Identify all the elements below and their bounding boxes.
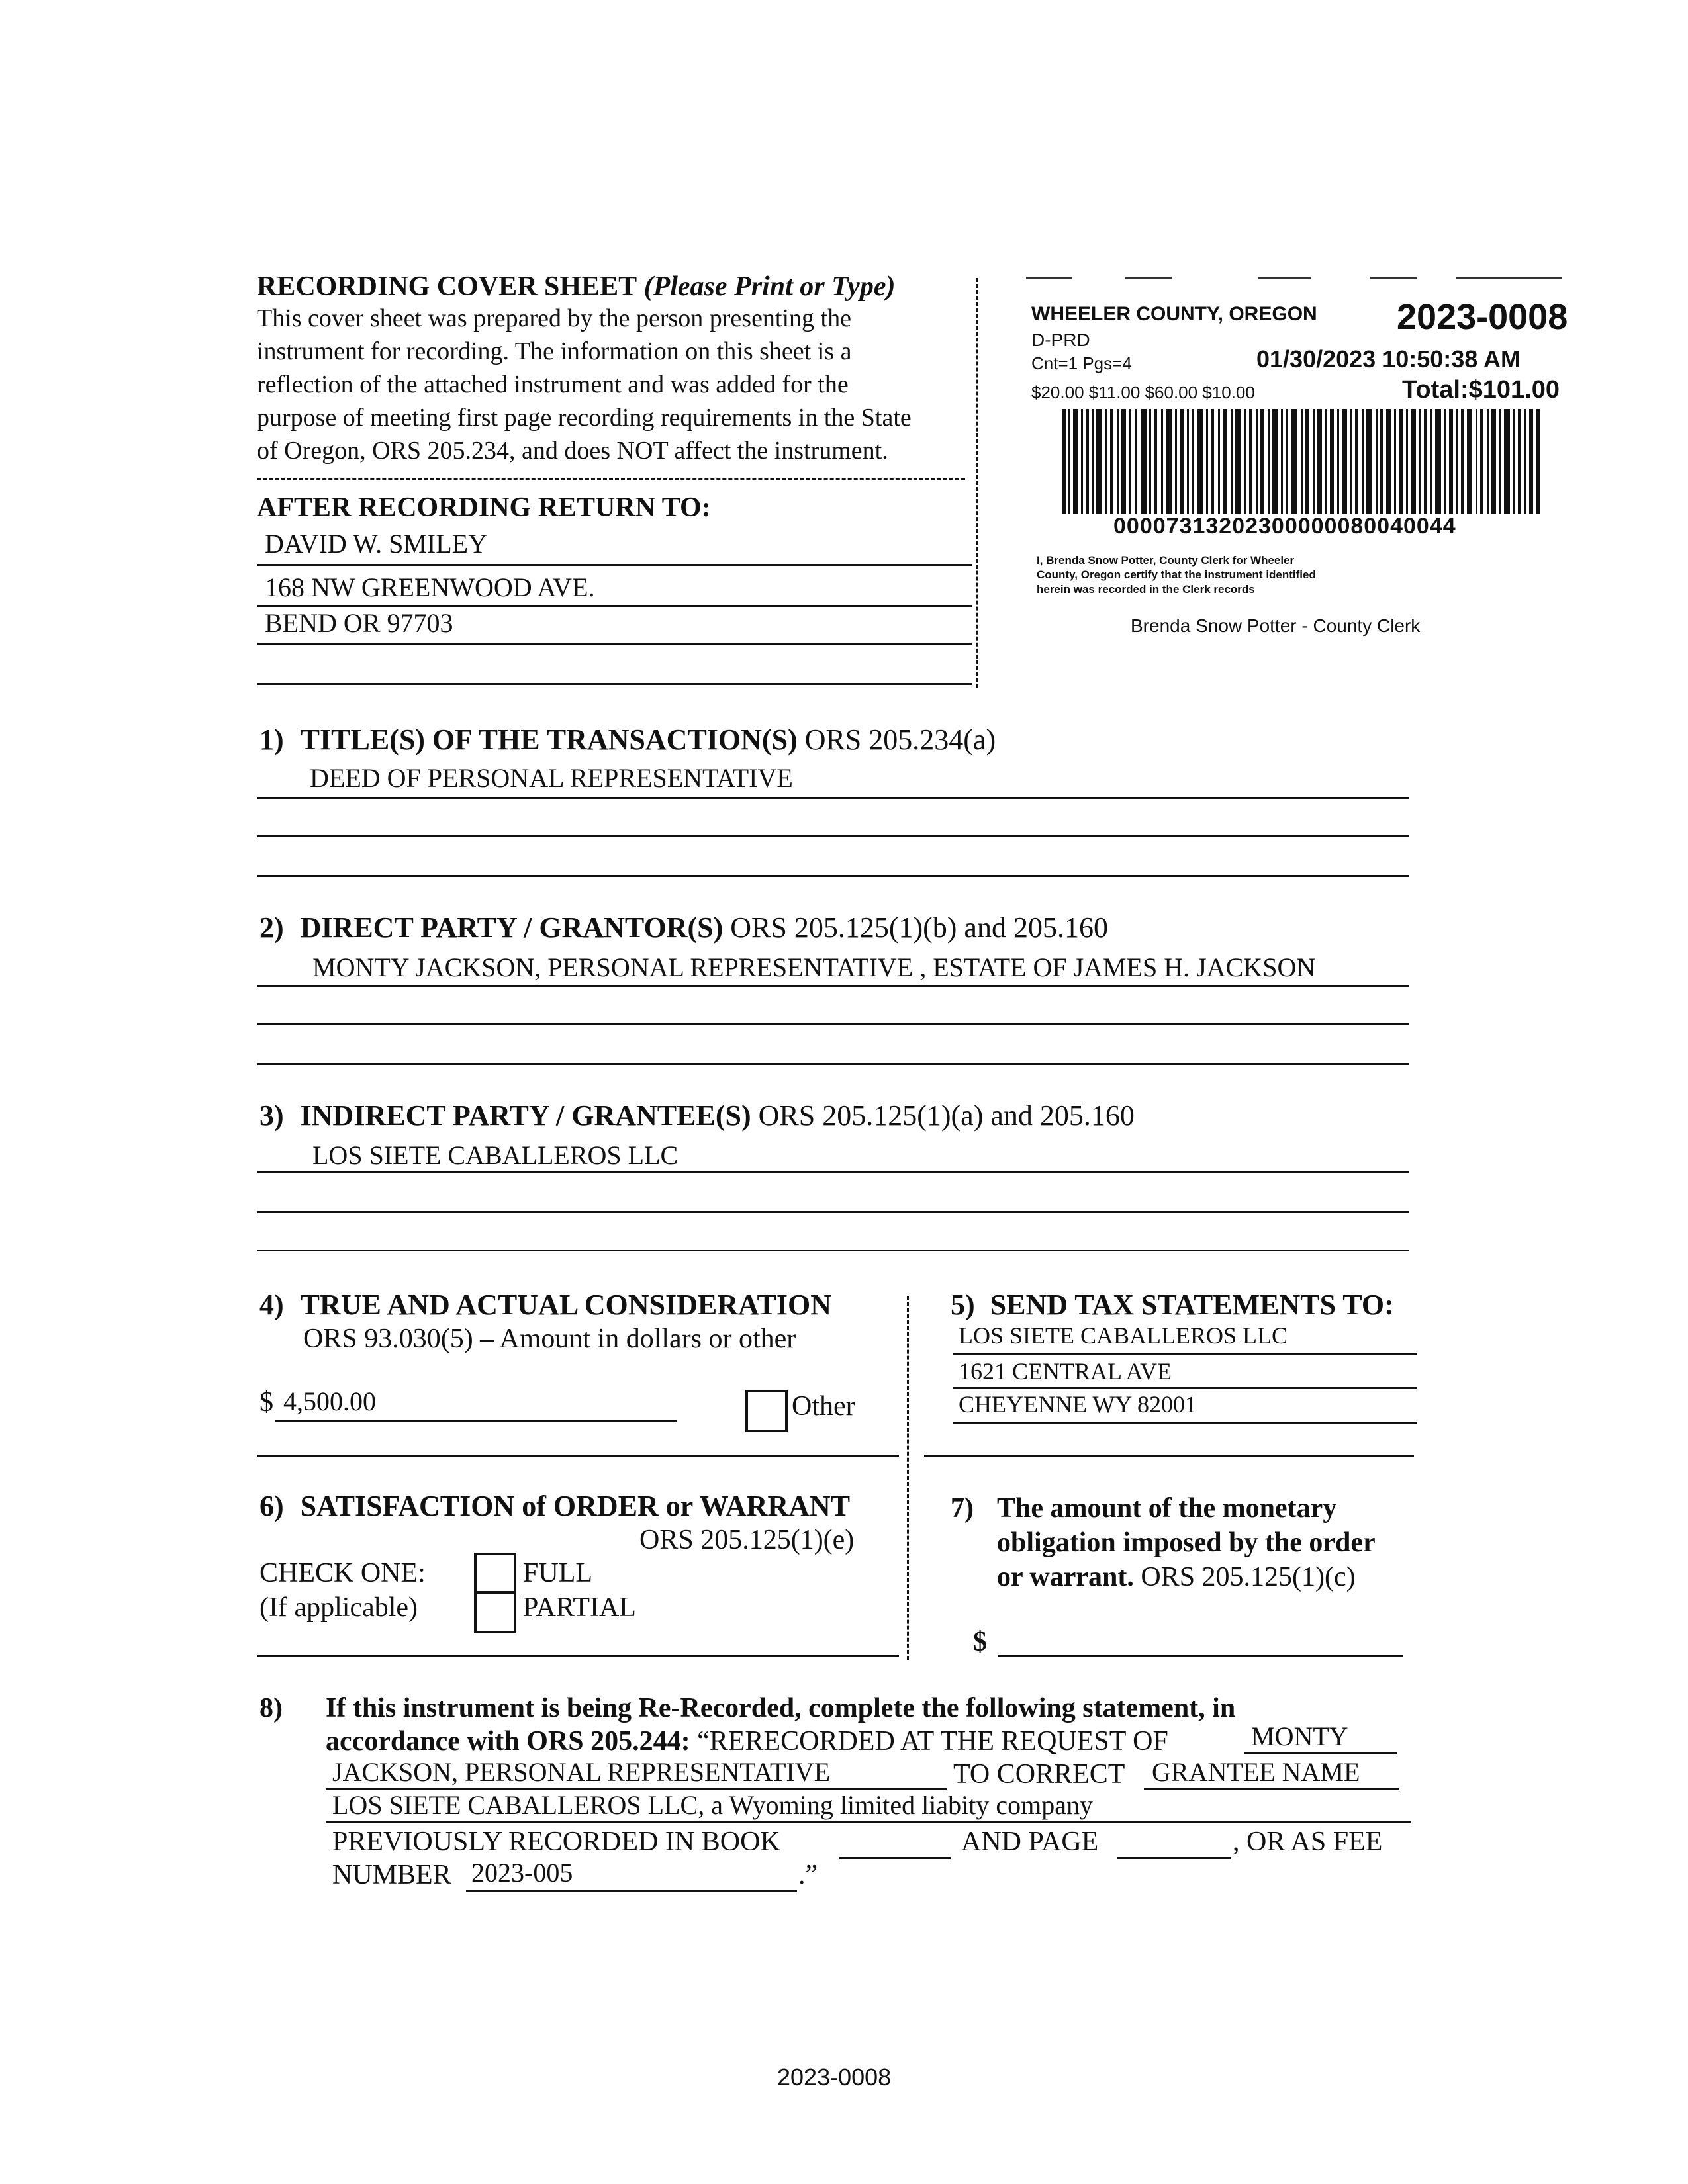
stamp-top-dash <box>1026 277 1072 279</box>
section-6-bottom-line <box>257 1655 899 1657</box>
tax-street: 1621 CENTRAL AVE <box>959 1358 1172 1385</box>
stamp-certify <box>1037 553 1316 597</box>
full-checkbox[interactable] <box>474 1553 516 1595</box>
section-6-title: SATISFACTION of ORDER or WARRANT <box>300 1490 851 1522</box>
return-line-1 <box>257 564 972 566</box>
section-3-ref: ORS 205.125(1)(a) and 205.160 <box>758 1099 1135 1132</box>
stamp-code: D-PRD <box>1031 330 1090 350</box>
recording-stamp <box>1019 277 1569 647</box>
section-1-value: DEED OF PERSONAL REPRESENTATIVE <box>310 763 793 793</box>
section-1-line <box>257 835 1409 837</box>
section-8-or-as-fee: , OR AS FEE <box>1233 1827 1383 1857</box>
section-2-value: MONTY JACKSON, PERSONAL REPRESENTATIVE , ESTATE OF JAMES H. JACKSON <box>312 952 1316 982</box>
return-to-label: AFTER RECORDING RETURN TO: <box>257 492 711 523</box>
section-4-heading <box>259 1288 831 1322</box>
stamp-certify-line: County, Oregon certify that the instrument identified <box>1037 569 1316 581</box>
section-5-title: SEND TAX STATEMENTS TO: <box>990 1289 1394 1321</box>
return-line-2 <box>257 605 972 607</box>
section-8-request-of-2: JACKSON, PERSONAL REPRESENTATIVE <box>332 1757 831 1787</box>
stamp-top-dash <box>1370 277 1417 279</box>
partial-checkbox[interactable] <box>474 1591 516 1633</box>
cover-intro <box>257 303 972 469</box>
section-8-page-line <box>1117 1857 1231 1859</box>
section-4-dollar: $ <box>259 1387 273 1418</box>
section-7-amount-line <box>998 1655 1403 1657</box>
section-4-amount: 4,500.00 <box>283 1387 376 1416</box>
section-1-line <box>257 875 1409 877</box>
barcode-icon <box>1062 409 1540 514</box>
section-3-value: LOS SIETE CABALLEROS LLC <box>312 1140 679 1170</box>
section-3-heading <box>259 1099 1135 1133</box>
section-4-bottom-line <box>257 1455 899 1457</box>
section-3-line <box>257 1211 1409 1213</box>
return-line-3 <box>257 643 972 645</box>
section-5-line <box>953 1353 1417 1355</box>
section-6-partial-label: PARTIAL <box>523 1592 636 1623</box>
section-8-line <box>1144 1788 1399 1790</box>
section-1-line <box>257 797 1409 799</box>
section-5-heading <box>951 1288 1394 1322</box>
section-8-prev-recorded: PREVIOUSLY RECORDED IN BOOK <box>332 1827 780 1857</box>
section-8-number-label: NUMBER <box>332 1860 451 1890</box>
section-7-line-3-text: or warrant. <box>997 1562 1134 1592</box>
section-7-line-1: The amount of the monetary <box>997 1493 1337 1524</box>
section-8-line-2 <box>326 1725 1168 1758</box>
section-8-line <box>326 1821 1411 1823</box>
section-8-and-page: AND PAGE <box>961 1827 1099 1857</box>
section-6-heading <box>259 1489 850 1524</box>
section-7-ref: ORS 205.125(1)(c) <box>1141 1562 1356 1592</box>
section-3-line <box>257 1250 1409 1251</box>
section-8-number-line <box>466 1890 797 1892</box>
tax-name: LOS SIETE CABALLEROS LLC <box>959 1322 1288 1349</box>
section-2-heading <box>259 911 1108 945</box>
tax-city: CHEYENNE WY 82001 <box>959 1391 1197 1418</box>
section-2-number: 2) <box>259 911 284 944</box>
cover-right-divider <box>976 278 978 688</box>
section-6-full-label: FULL <box>523 1558 592 1588</box>
section-2-line <box>257 1023 1409 1025</box>
cover-heading: RECORDING COVER SHEET <box>257 271 637 302</box>
section-8-line-1: If this instrument is being Re-Recorded, complete the following statement, in <box>326 1693 1236 1723</box>
stamp-datetime: 01/30/2023 10:50:38 AM <box>1256 345 1521 373</box>
section-8-line-2-rest: “RERECORDED AT THE REQUEST OF <box>697 1726 1168 1756</box>
section-4-title: TRUE AND ACTUAL CONSIDERATION <box>300 1289 831 1321</box>
stamp-top-dash <box>1125 277 1172 279</box>
section-8-line-2-bold: accordance with ORS 205.244: <box>326 1726 690 1756</box>
section-5-bottom-line <box>924 1455 1414 1457</box>
cover-intro-line: reflection of the attached instrument and was added for the <box>257 371 849 398</box>
stamp-top-dash <box>1258 277 1311 279</box>
return-to-street: 168 NW GREENWOOD AVE. <box>265 572 595 602</box>
section-8-correct-1: GRANTEE NAME <box>1152 1757 1360 1787</box>
section-5-number: 5) <box>951 1289 975 1321</box>
cover-intro-line: instrument for recording. The information on this sheet is a <box>257 338 852 365</box>
stamp-top-dash <box>1456 277 1562 279</box>
stamp-county: WHEELER COUNTY, OREGON <box>1031 303 1317 325</box>
section-4-sub: ORS 93.030(5) – Amount in dollars or other <box>303 1324 796 1354</box>
section-5-line <box>953 1422 1417 1424</box>
section-8-number-value: 2023-005 <box>471 1858 573 1888</box>
section-1-ref: ORS 205.234(a) <box>804 723 996 756</box>
section-6-number: 6) <box>259 1490 284 1522</box>
section-2-line <box>257 1063 1409 1065</box>
section-2-title: DIRECT PARTY / GRANTOR(S) <box>300 911 724 944</box>
other-checkbox[interactable] <box>745 1390 788 1432</box>
section-8-book-line <box>839 1857 951 1859</box>
section-7-number: 7) <box>951 1493 974 1524</box>
section-4-number: 4) <box>259 1289 284 1321</box>
stamp-total: Total:$101.00 <box>1402 376 1560 404</box>
stamp-counts: Cnt=1 Pgs=4 <box>1031 353 1132 373</box>
stamp-clerk: Brenda Snow Potter - County Clerk <box>1131 615 1421 636</box>
return-to-city: BEND OR 97703 <box>265 608 453 638</box>
cover-heading-note: (Please Print or Type) <box>643 271 896 302</box>
section-1-heading <box>259 723 996 757</box>
center-divider <box>907 1296 909 1660</box>
section-4-amount-line <box>275 1420 677 1422</box>
section-3-title: INDIRECT PARTY / GRANTEE(S) <box>300 1099 751 1132</box>
footer-doc-number: 2023-0008 <box>777 2064 892 2091</box>
section-8-request-of-1: MONTY <box>1251 1721 1348 1751</box>
stamp-fees: $20.00 $11.00 $60.00 $10.00 <box>1031 383 1255 402</box>
section-4-other-label: Other <box>792 1391 855 1422</box>
section-7-line-2: obligation imposed by the order <box>997 1527 1376 1558</box>
cover-divider <box>257 478 965 480</box>
stamp-doc-number: 2023-0008 <box>1397 297 1568 337</box>
section-8-number: 8) <box>259 1693 283 1723</box>
return-line-4 <box>257 683 972 685</box>
stamp-certify-line: herein was recorded in the Clerk records <box>1037 583 1255 596</box>
section-1-number: 1) <box>259 723 284 756</box>
section-3-number: 3) <box>259 1099 284 1132</box>
cover-heading-line <box>257 270 895 303</box>
cover-intro-line: purpose of meeting first page recording requirements in the State <box>257 404 912 432</box>
section-6-check-one: CHECK ONE: <box>259 1558 426 1588</box>
section-3-line <box>257 1171 1409 1173</box>
section-8-close: .” <box>798 1860 818 1890</box>
return-to-name: DAVID W. SMILEY <box>265 529 487 559</box>
section-6-ref: ORS 205.125(1)(e) <box>639 1525 855 1555</box>
section-6-if-applicable: (If applicable) <box>259 1592 418 1623</box>
cover-intro-line: of Oregon, ORS 205.234, and does NOT affect the instrument. <box>257 437 888 465</box>
stamp-certify-line: I, Brenda Snow Potter, County Clerk for Wheeler <box>1037 554 1295 567</box>
section-1-title: TITLE(S) OF THE TRANSACTION(S) <box>300 723 798 756</box>
section-2-line <box>257 985 1409 987</box>
section-8-to-correct: TO CORRECT <box>953 1759 1125 1790</box>
section-8-correct-2: LOS SIETE CABALLEROS LLC, a Wyoming limited liabity company <box>332 1790 1093 1820</box>
section-7-line-3 <box>997 1561 1356 1594</box>
stamp-barcode-number: 00007313202300000080040044 <box>1113 514 1456 539</box>
section-7-dollar: $ <box>973 1627 987 1657</box>
section-2-ref: ORS 205.125(1)(b) and 205.160 <box>730 911 1108 944</box>
section-5-line <box>953 1387 1417 1389</box>
cover-intro-line: This cover sheet was prepared by the person presenting the <box>257 304 851 332</box>
section-8-line <box>1244 1752 1397 1754</box>
